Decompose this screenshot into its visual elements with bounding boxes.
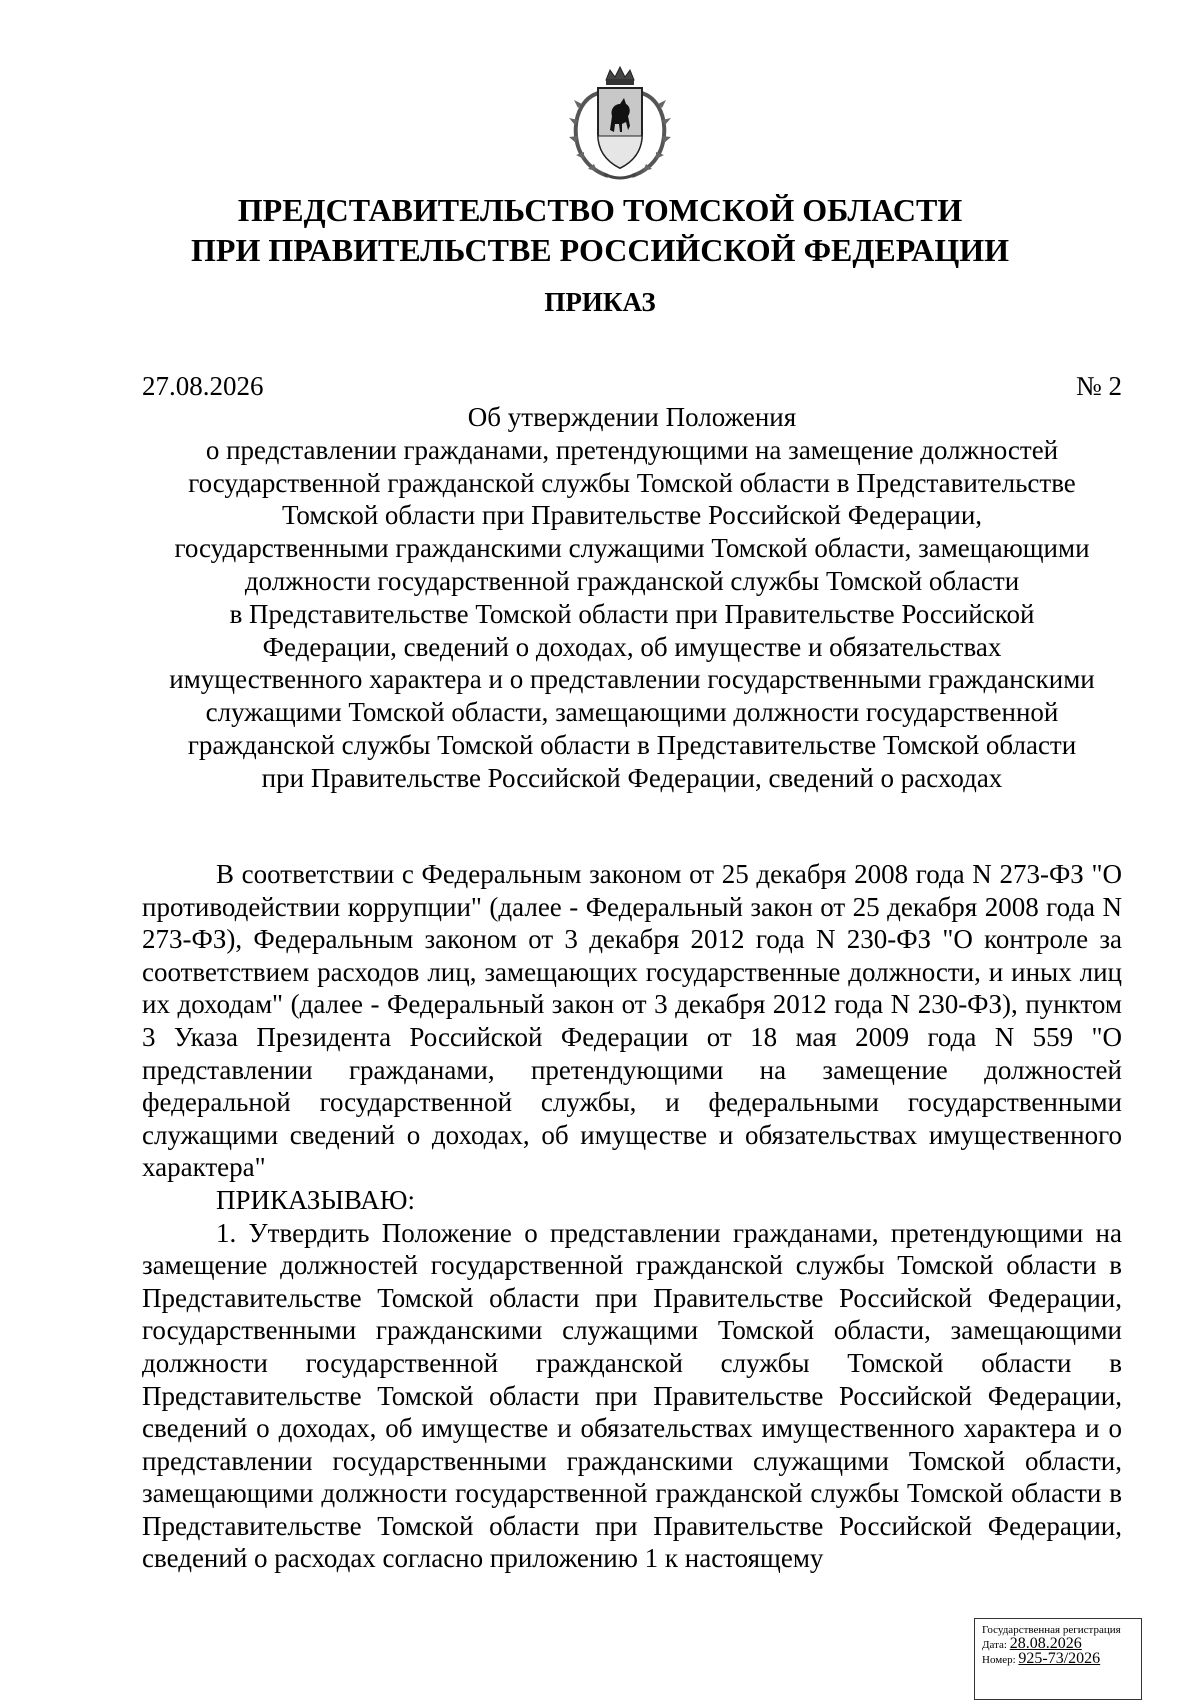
registration-number-label: Номер: <box>982 1654 1016 1666</box>
registration-date-label: Дата: <box>982 1639 1007 1651</box>
order-word: ПРИКАЗЫВАЮ: <box>216 1184 415 1215</box>
subject-line: служащими Томской области, замещающими должности государственной <box>205 697 1059 728</box>
document-subject <box>142 401 1122 795</box>
subject-line: в Представительстве Томской области при Правительстве Российской <box>229 598 1035 629</box>
subject-line: гражданской службы Томской области в Представительстве Томской области <box>187 729 1077 760</box>
subject-line: Об утверждении Положения <box>467 402 797 432</box>
registration-number-value: 925-73/2026 <box>1018 1650 1101 1667</box>
tomsk-coat-of-arms-icon <box>560 64 680 184</box>
preamble-paragraph: В соответствии с Федеральным законом от 25 декабря 2008 года N 273-ФЗ "О противодействии коррупции" (далее - Федеральный закон от 25 декабря 2008 года N 273-ФЗ), Федеральным законом от 3 декабря 2012 года N 230-ФЗ "О контроле за соответствием расходов лиц, замещающих государственные должности, и иных лиц их доходам" (далее - Федеральный закон от 3 декабря 2012 года N 230-ФЗ), пунктом 3 Указа Президента Российской Федерации от 18 мая 2009 года N 559 "О представлении гражданами, претендующими на замещение должностей федеральной государственной службы, и федеральными государственными служащими сведений о доходах, об имуществе и обязательствах имущественного характера" <box>142 859 1122 1183</box>
subject-line: государственной гражданской службы Томской области в Представительстве <box>188 467 1076 498</box>
subject-line: имущественного характера и о представлении государственными гражданскими <box>169 664 1095 695</box>
registration-stamp <box>974 1618 1142 1700</box>
organization-title <box>120 190 1080 270</box>
registration-date-value: 28.08.2026 <box>1009 1635 1082 1652</box>
document-type: ПРИКАЗ <box>544 287 656 317</box>
org-title-line-1: ПРЕДСТАВИТЕЛЬСТВО ТОМСКОЙ ОБЛАСТИ <box>237 192 963 228</box>
subject-line: о представлении гражданами, претендующими на замещение должностей <box>205 434 1059 465</box>
document-date: 27.08.2026 <box>142 371 264 401</box>
registration-title: Государственная регистрация <box>982 1624 1121 1636</box>
org-title-line-2: ПРИ ПРАВИТЕЛЬСТВЕ РОССИЙСКОЙ ФЕДЕРАЦИИ <box>191 232 1009 268</box>
document-body <box>142 858 1122 1575</box>
subject-line: государственными гражданскими служащими Томской области, замещающими <box>174 533 1090 564</box>
subject-line: Федерации, сведений о доходах, об имуществе и обязательствах <box>262 631 1002 662</box>
subject-line: при Правительстве Российской Федерации, сведений о расходах <box>261 762 1003 793</box>
item-1-paragraph: 1. Утвердить Положение о представлении гражданами, претендующими на замещение должностей государственной гражданской службы Томской области в Представительстве Томской области при Правительстве Российской Федерации, государственными гражданскими служащими Томской области, замещающими должности государственной гражданской службы Томской области в Представительстве Томской области при Правительстве Российской Федерации, сведений о доходах, об имуществе и обязательствах имущественного характера и о представлении государственными гражданскими служащими Томской области, замещающими должности государственной гражданской службы Томской области в Представительстве Томской области при Правительстве Российской Федерации, сведений о расходах согласно приложению 1 к настоящему <box>142 1217 1122 1574</box>
subject-line: должности государственной гражданской службы Томской области <box>244 565 1020 596</box>
subject-line: Томской области при Правительстве Российской Федерации, <box>281 500 983 531</box>
document-number: № 2 <box>1075 371 1122 401</box>
